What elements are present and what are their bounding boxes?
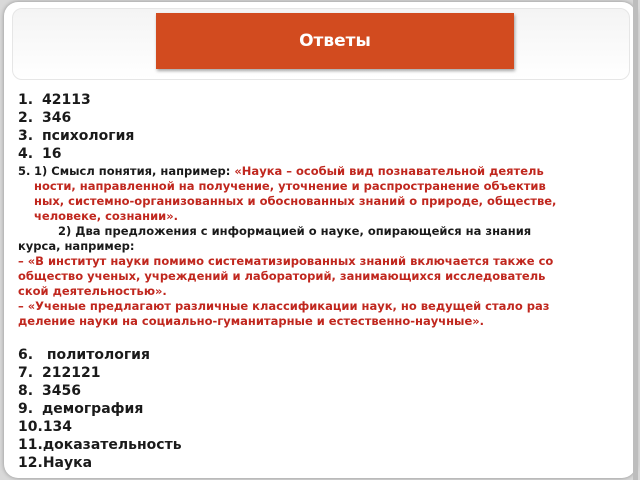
title-box [156,13,514,69]
answer-item [18,364,618,382]
answer-number: 8. [18,383,34,399]
answer-number: 7. [18,365,34,381]
answer-item [18,418,618,436]
answer-item [18,454,618,472]
answer-item [18,145,618,163]
answer-text: демография [42,401,144,417]
answer-5-part2 [18,224,618,254]
answer-5-definition-line: «Наука – особый вид познавательной деятель [230,164,544,178]
answer-5-definition-line: ных, системно-организованных и обоснованных знаний о природе, обществе, [34,194,557,208]
example-line: деление науки на социально-гуманитарные и естественно-научные». [18,314,485,328]
answer-item [18,109,618,127]
answer-5-example-2 [18,299,618,329]
answer-text: 212121 [42,365,101,381]
slide-title: Ответы [299,31,371,51]
answer-number: 12. [18,455,43,471]
slide [4,2,636,478]
answer-number: 5. [18,164,31,178]
answer-text: 3456 [42,383,81,399]
answer-5-example-1 [18,254,618,299]
answer-5-part2-line: 2) Два предложения с информацией о науке, опирающейся на знания [58,224,532,238]
example-line: – «Ученые предлагают различные классификации наук, но ведущей стало раз [18,299,550,313]
answer-5-block [18,164,618,224]
answer-text: Наука [42,455,93,471]
answer-item [18,436,618,454]
answer-text: 134 [42,419,73,435]
answer-number: 3. [18,128,34,144]
answer-number: 11. [18,437,43,453]
answer-text: 346 [42,110,72,126]
answer-number: 10. [18,419,43,435]
answer-5-definition-line: человеке, сознании». [34,209,179,223]
answer-5-part2-line: курса, например: [18,239,135,253]
answer-5-definition-line: ности, направленной на получение, уточнение и распространение объектив [34,179,546,193]
answer-number: 9. [18,401,34,417]
answer-text: политология [42,347,150,363]
answer-text: доказательность [42,437,182,453]
example-line: общество ученых, учреждений и лабораторий, занимающихся исследователь [18,269,546,283]
answer-number: 2. [18,110,34,126]
answer-number: 1. [18,92,34,108]
answer-text: психология [42,128,135,144]
answer-text: 42113 [42,92,91,108]
answer-5-part1-label: 1) Смысл понятия, например: [34,164,231,178]
answer-text: 16 [42,146,62,162]
answer-number: 6. [18,347,34,363]
answer-item [18,127,618,145]
answer-item [18,400,618,418]
answers-content [18,91,618,472]
scrollbar[interactable] [633,0,638,480]
answer-number: 4. [18,146,34,162]
example-line: ской деятельностью». [18,284,167,298]
example-line: – «В институт науки помимо систематизированных знаний включается также со [18,254,554,268]
answer-item [18,382,618,400]
answer-item [18,91,618,109]
answer-item [18,346,618,364]
